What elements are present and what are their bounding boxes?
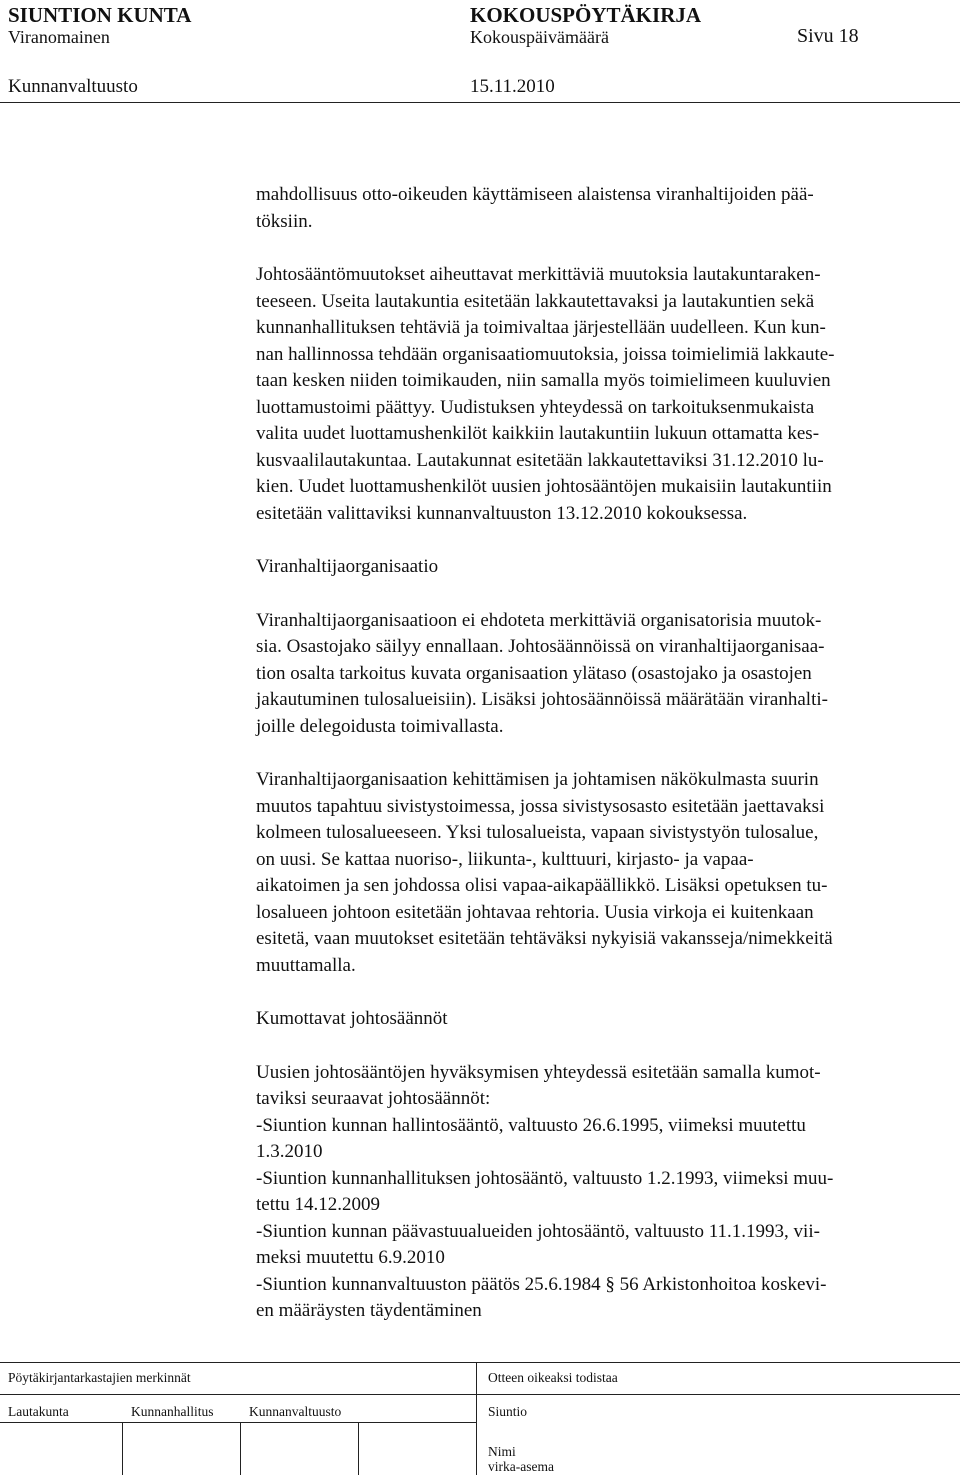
reviewers-label: Pöytäkirjantarkastajien merkinnät bbox=[8, 1370, 191, 1385]
text-line: Uusien johtosääntöjen hyväksymisen yhteydessä esitetään samalla kumot- bbox=[256, 1061, 821, 1083]
text-line: kien. Uudet luottamushenkilöt uusien johtosääntöjen mukaisiin lautakuntiin bbox=[256, 476, 832, 497]
text-line: töksiin. bbox=[256, 210, 313, 232]
paragraph-gap bbox=[256, 235, 956, 262]
municipality-name: SIUNTION KUNTA bbox=[8, 3, 192, 27]
text-line: Johtosääntömuutokset aiheuttavat merkittäviä muutoksia lautakuntaraken- bbox=[256, 264, 821, 285]
meeting-date: 15.11.2010 bbox=[470, 76, 555, 97]
paragraph-gap bbox=[256, 979, 956, 1006]
text-line: -Siuntion kunnanhallituksen johtosääntö, valtuusto 1.2.1993, viimeksi muu- bbox=[256, 1167, 834, 1189]
place: Siuntio bbox=[488, 1404, 528, 1419]
text-line: teeseen. Useita lautakuntia esitetään lakkautettavaksi ja lautakuntien sekä bbox=[256, 290, 815, 312]
footer-divider-main bbox=[476, 1362, 477, 1475]
text-line: 1.3.2010 bbox=[256, 1141, 323, 1162]
paragraph-gap bbox=[256, 1033, 956, 1060]
text-line: taan kesken niiden toimikauden, niin samalla myös toimielimeen kuuluvien bbox=[256, 370, 831, 391]
footer-top-rule bbox=[0, 1362, 960, 1363]
meeting-date-label: Kokouspäivämäärä bbox=[470, 27, 609, 47]
text-line: esitetä, vaan muutokset esitetään tehtäväksi nykyisiä vakansseja/nimekkeitä bbox=[256, 928, 833, 949]
text-line: tion osalta tarkoitus kuvata organisaation ylätaso (osastojako ja osastojen bbox=[256, 662, 812, 684]
text-line: esitetään valittaviksi kunnanvaltuuston 13.12.2010 kokouksessa. bbox=[256, 502, 748, 524]
name-label: Nimi bbox=[488, 1444, 516, 1459]
minutes-body bbox=[256, 182, 956, 1325]
footer-divider-3 bbox=[358, 1422, 359, 1475]
text-line: en määräysten täydentäminen bbox=[256, 1300, 482, 1321]
text-line: -Siuntion kunnan hallintosääntö, valtuusto 26.6.1995, viimeksi muutettu bbox=[256, 1114, 806, 1136]
col-kunnanhallitus: Kunnanhallitus bbox=[131, 1404, 214, 1419]
authority-label: Viranomainen bbox=[8, 27, 110, 47]
text-line: Viranhaltijaorganisaatioon ei ehdoteta merkittäviä organisatorisia muutok- bbox=[256, 609, 822, 631]
text-line: -Siuntion kunnan päävastuualueiden johtosääntö, valtuusto 11.1.1993, vii- bbox=[256, 1220, 820, 1242]
text-line: kolmeen tulosalueeseen. Yksi tulosalueista, vapaan sivistystyön tulosalue, bbox=[256, 822, 819, 843]
text-line: Viranhaltijaorganisaatio bbox=[256, 556, 439, 577]
footer-divider-2 bbox=[240, 1422, 241, 1475]
text-line: joille delegoidusta toimivallasta. bbox=[256, 715, 504, 737]
authority-name: Kunnanvaltuusto bbox=[8, 76, 138, 97]
title-label: virka-asema bbox=[488, 1459, 554, 1474]
col-lautakunta: Lautakunta bbox=[8, 1404, 69, 1419]
text-line: luottamustoimi päättyy. Uudistuksen yhteydessä on tarkoituksenmukaista bbox=[256, 396, 815, 418]
footer-mid-rule bbox=[0, 1394, 960, 1395]
paragraph-gap bbox=[256, 581, 956, 608]
text-line: -Siuntion kunnanvaltuuston päätös 25.6.1984 § 56 Arkistonhoitoa koskevi- bbox=[256, 1273, 827, 1295]
footer-divider-1 bbox=[122, 1422, 123, 1475]
text-line: aikatoimen ja sen johdossa olisi vapaa-aikapäällikkö. Lisäksi opetuksen tu- bbox=[256, 875, 828, 896]
text-line: kunnanhallituksen tehtäviä ja toimivaltaa järjestellään uudelleen. Kun kun- bbox=[256, 317, 826, 338]
text-line: sia. Osastojako säilyy ennallaan. Johtosäännöissä on viranhaltijaorganisaa- bbox=[256, 636, 825, 657]
text-line: meksi muutettu 6.9.2010 bbox=[256, 1247, 445, 1268]
text-line: losalueen johtoon esitetään johtavaa rehtoria. Uusia virkoja ei kuitenkaan bbox=[256, 901, 814, 923]
document-type: KOKOUSPÖYTÄKIRJA bbox=[470, 3, 702, 27]
text-line: muutos tapahtuu sivistystoimessa, jossa sivistysosasto esitetään jaettavaksi bbox=[256, 795, 825, 817]
text-line: nan hallinnossa tehdään organisaatiomuutoksia, joissa toimielimiä lakkaute- bbox=[256, 343, 835, 365]
text-line: valita uudet luottamushenkilöt kaikkiin lautakuntiin lukuun ottamatta kes- bbox=[256, 423, 820, 444]
certified-label: Otteen oikeaksi todistaa bbox=[488, 1370, 618, 1385]
text-line: on uusi. Se kattaa nuoriso-, liikunta-, kulttuuri, kirjasto- ja vapaa- bbox=[256, 848, 754, 870]
text-line: tettu 14.12.2009 bbox=[256, 1194, 381, 1215]
footer-sign-rule bbox=[0, 1422, 476, 1423]
header-rule bbox=[0, 102, 960, 103]
paragraph-gap bbox=[256, 740, 956, 767]
text-line: Kumottavat johtosäännöt bbox=[256, 1008, 448, 1029]
col-kunnanvaltuusto: Kunnanvaltuusto bbox=[249, 1404, 342, 1419]
text-line: jakautuminen tulosalueisiin). Lisäksi johtosäännöissä määrätään viranhalti- bbox=[256, 689, 828, 710]
text-line: kusvaalilautakuntaa. Lautakunnat esitetään lakkautettaviksi 31.12.2010 lu- bbox=[256, 449, 824, 471]
text-line: taviksi seuraavat johtosäännöt: bbox=[256, 1088, 491, 1109]
signature-footer bbox=[0, 1362, 960, 1475]
text-line: mahdollisuus otto-oikeuden käyttämiseen alaistensa viranhaltijoiden pää- bbox=[256, 184, 814, 205]
paragraph-gap bbox=[256, 527, 956, 554]
text-line: muuttamalla. bbox=[256, 954, 356, 976]
text-line: Viranhaltijaorganisaation kehittämisen ja johtamisen näkökulmasta suurin bbox=[256, 769, 819, 790]
page-number: Sivu 18 bbox=[797, 25, 859, 47]
